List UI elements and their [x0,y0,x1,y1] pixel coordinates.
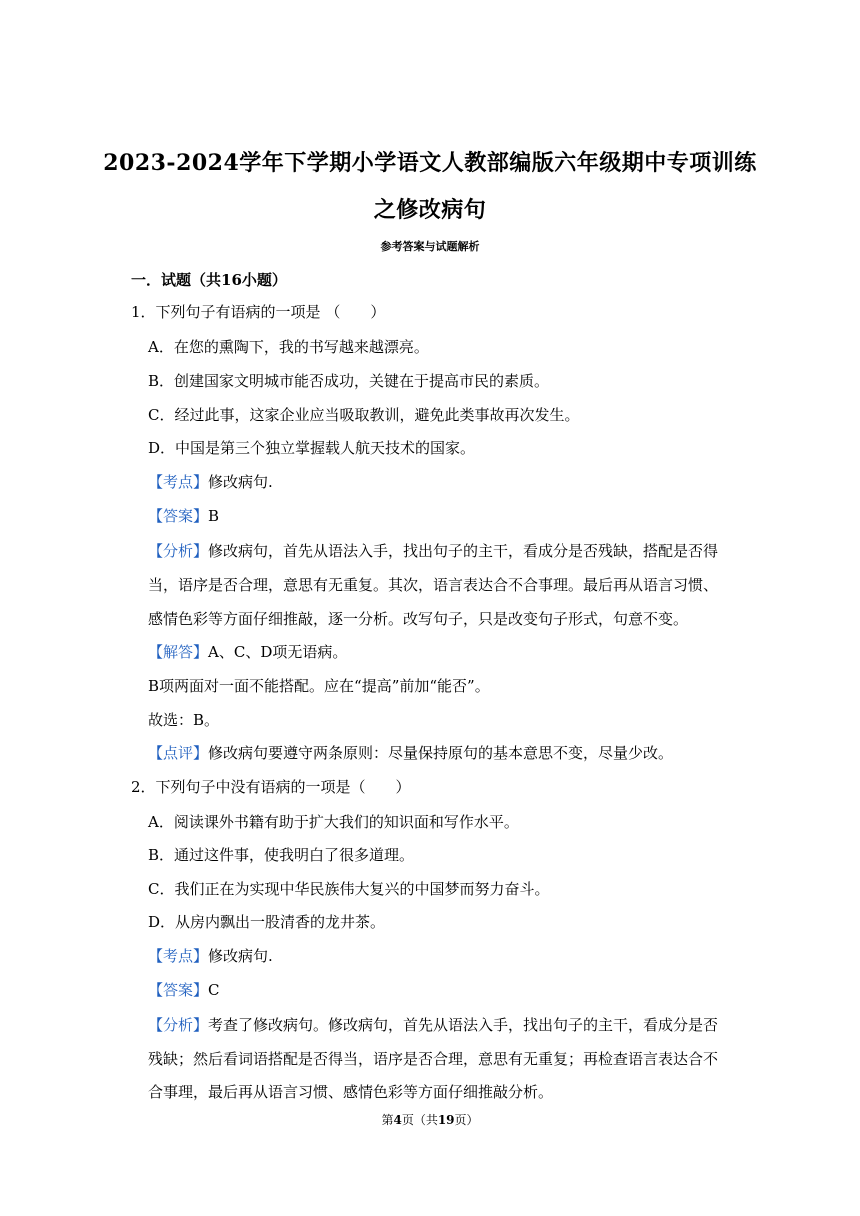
question-1-stem: 1．下列句子有语病的一项是 （ ） [131,303,386,321]
question-1-analysis-line-2: 当，语序是否合理，意思有无重复。其次，语言表达合不合事理。最后再从语言习惯、 [148,576,719,594]
question-1-option-d: D．中国是第三个独立掌握载人航天技术的国家。 [148,439,476,457]
kaodian-text: 修改病句. [208,473,273,491]
question-1-solution-line-3: 故选：B。 [148,711,220,729]
solution-tag: 【解答】 [148,643,209,661]
answer-tag: 【答案】 [148,507,209,525]
current-page-number: 4 [393,1113,402,1127]
question-1-solution-line-2: B项两面对一面不能搭配。应在“提高”前加“能否”。 [148,677,490,695]
question-1-option-a: A．在您的熏陶下，我的书写越来越漂亮。 [148,338,429,356]
question-1-analysis-line-3: 感情色彩等方面仔细推敲，逐一分析。改写句子，只是改变句子形式，句意不变。 [148,610,689,628]
question-2-analysis-line-1 [148,1015,718,1035]
comment-text: 修改病句要遵守两条原则：尽量保持原句的基本意思不变，尽量少改。 [208,744,674,762]
question-1-option-c: C．经过此事，这家企业应当吸取教训，避免此类事故再次发生。 [148,406,580,424]
total-page-number: 19 [437,1113,455,1127]
answer-text: B [208,507,220,525]
question-2-stem: 2．下列句子中没有语病的一项是（ ） [131,778,411,796]
footer-suffix: 页） [454,1113,479,1127]
question-1-analysis-line-1 [148,541,718,561]
question-2-analysis-line-2: 残缺；然后看词语搭配是否得当，语序是否合理，意思有无重复；再检查语言表达合不 [148,1050,719,1068]
section-heading: 一．试题（共16小题） [131,271,287,289]
document-subtitle: 参考答案与试题解析 [380,240,480,253]
kaodian-text: 修改病句. [208,947,273,965]
question-1-solution [148,642,347,662]
kaodian-tag: 【考点】 [148,473,209,491]
kaodian-tag: 【考点】 [148,947,209,965]
page-footer [0,1111,860,1128]
answer-text: C [208,981,220,999]
question-2-answer [148,980,220,1000]
analysis-text: 考查了修改病句。修改病句，首先从语法入手，找出句子的主干，看成分是否 [208,1016,719,1034]
analysis-tag: 【分析】 [148,542,209,560]
comment-tag: 【点评】 [148,744,209,762]
answer-tag: 【答案】 [148,981,209,999]
analysis-tag: 【分析】 [148,1016,209,1034]
question-2-option-b: B．通过这件事，使我明白了很多道理。 [148,846,415,864]
question-2-option-c: C．我们正在为实现中华民族伟大复兴的中国梦而努力奋斗。 [148,880,550,898]
question-1-comment [148,743,673,763]
question-1-option-b: B．创建国家文明城市能否成功，关键在于提高市民的素质。 [148,372,550,390]
question-2-option-a: A．阅读课外书籍有助于扩大我们的知识面和写作水平。 [148,813,519,831]
footer-middle: 页（共 [401,1113,438,1127]
footer-prefix: 第 [381,1113,394,1127]
question-1-answer [148,506,219,526]
question-1-kaodian [148,472,273,492]
solution-text: A、C、D项无语病。 [208,643,348,661]
question-2-option-d: D．从房内飘出一股清香的龙井茶。 [148,913,386,931]
question-2-analysis-line-3: 合事理，最后再从语言习惯、感情色彩等方面仔细推敲分析。 [148,1083,554,1101]
document-title-line-1: 2023-2024学年下学期小学语文人教部编版六年级期中专项训练 [103,150,757,176]
analysis-text: 修改病句，首先从语法入手，找出句子的主干，看成分是否残缺，搭配是否得 [208,542,719,560]
document-title-line-2: 之修改病句 [373,197,487,223]
question-2-kaodian [148,946,273,966]
